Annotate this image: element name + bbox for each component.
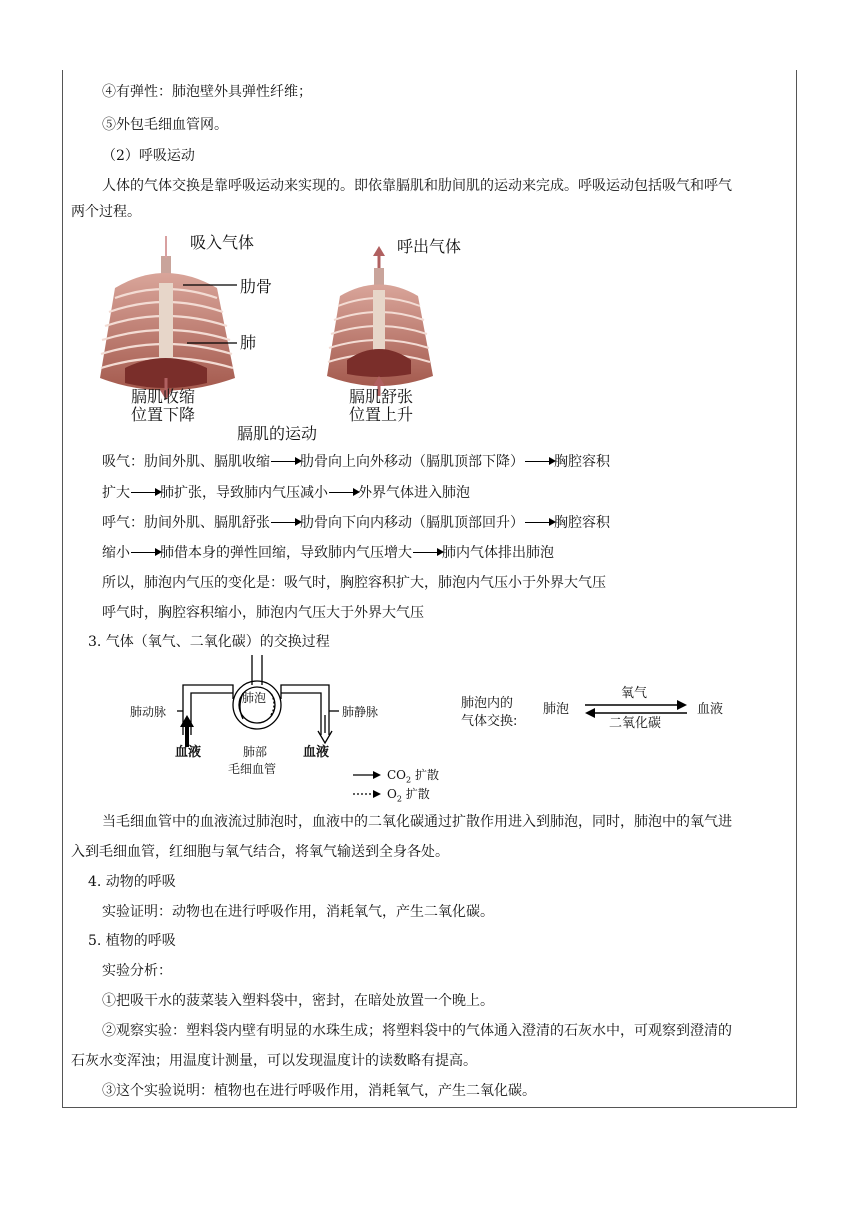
gas-exchange-diagram [125,655,745,804]
section3-heading: 3. 气体（氧气、二氧化碳）的交换过程 [88,634,330,650]
paragraph-breathing-line1: 人体的气体交换是靠呼吸运动来实现的。即依靠膈肌和肋间肌的运动来完成。呼吸运动包括吸气和呼气 [102,178,732,194]
exhale-step-d: 缩小 [102,545,130,561]
exchange-label-1: 肺泡内的 [461,696,514,711]
exchange-oxygen: 氧气 [621,686,648,701]
capillary-label-1: 肺部 [243,745,268,759]
alveolus-label: 肺泡 [242,691,267,705]
exhale-process-line2 [102,544,554,562]
section4-text: 实验证明：动物也在进行呼吸作用，消耗氧气，产生二氧化碳。 [102,904,494,920]
arrow-icon [271,461,299,462]
inhale-step-c: 胸腔容积 [554,454,610,470]
capillary-label-2: 毛细血管 [228,762,277,776]
exhale-caption-1: 膈肌舒张 [349,387,414,406]
pulmonary-vein-label: 肺静脉 [342,705,379,719]
blood-left-label: 血液 [175,745,202,760]
arrow-icon [131,552,159,553]
summary-line2: 呼气时，胸腔容积缩小，肺泡内气压大于外界大气压 [102,605,424,621]
arrow-icon [131,492,159,493]
paragraph-breathing-line2: 两个过程。 [71,204,141,220]
exchange-label-2: 气体交换: [461,714,518,729]
arrow-icon [271,522,299,523]
exhale-step-c: 胸腔容积 [554,515,610,531]
section5-step2-line1: ②观察实验：塑料袋内壁有明显的水珠生成；将塑料袋中的气体通入澄清的石灰水中，可观察到澄清的 [102,1023,732,1039]
exhale-step-a: 呼气：肋间外肌、膈肌舒张 [102,515,270,531]
exhale-step-b: 肋骨向下向内移动（膈肌顶部回升） [300,515,524,531]
exhale-step-f: 肺内气体排出肺泡 [442,545,554,561]
section4-heading: 4. 动物的呼吸 [88,874,176,890]
exchange-co2: 二氧化碳 [609,716,662,731]
o2-suffix: 扩散 [401,787,430,801]
rib-label: 肋骨 [240,277,273,296]
text-line-capillary: ⑤外包毛细血管网。 [102,117,228,133]
co2-sub: 2 [406,775,412,785]
inhale-process-line2 [102,484,470,502]
arrow-icon [525,461,553,462]
arrow-icon [329,492,357,493]
inhale-caption-1: 膈肌收缩 [131,387,196,406]
o2-legend [387,785,430,808]
o2-text: O [387,787,397,801]
inhale-step-e: 肺扩张，导致肺内气压减小 [160,485,328,501]
page-frame-bottom [62,1107,797,1108]
subheading-breathing-movement: （2）呼吸运动 [102,148,195,164]
o2-sub: 2 [396,794,402,804]
page-frame-right [796,70,797,1108]
section5-step3: ③这个实验说明：植物也在进行呼吸作用，消耗氧气，产生二氧化碳。 [102,1083,536,1099]
text-line-elastic: ④有弹性：肺泡壁外具弹性纤维； [102,84,312,100]
exhale-step-e: 肺借本身的弹性回缩，导致肺内气压增大 [160,545,412,561]
section5-step2-line2: 石灰水变浑浊；用温度计测量，可以发现温度计的读数略有提高。 [71,1053,477,1069]
exhale-caption-2: 位置上升 [349,405,414,424]
inhale-ribcage-icon [100,236,235,400]
co2-text: CO [387,768,407,782]
diaphragm-caption: 膈肌的运动 [237,424,318,443]
summary-line1: 所以，肺泡内气压的变化是：吸气时，胸腔容积扩大，肺泡内气压小于外界大气压 [102,575,606,591]
exchange-blood: 血液 [697,702,724,717]
exchange-paragraph-line2: 入到毛细血管，红细胞与氧气结合，将氧气输送到全身各处。 [71,844,449,860]
page-frame-left [62,70,63,1108]
section5-step1: ①把吸干水的菠菜装入塑料袋中，密封，在暗处放置一个晚上。 [102,993,494,1009]
co2-suffix: 扩散 [411,768,439,782]
blood-right-label: 血液 [303,745,330,760]
inhale-caption-2: 位置下降 [131,405,196,424]
inhale-step-d: 扩大 [102,485,130,501]
diaphragm-diagram [95,228,505,448]
inhale-step-b: 肋骨向上向外移动（膈肌顶部下降） [300,454,524,470]
arrow-icon [413,552,441,553]
exchange-alveolus: 肺泡 [543,702,570,717]
inhale-process-line1 [102,453,610,471]
pulmonary-artery-label: 肺动脉 [130,705,167,719]
exhale-ribcage-icon [327,246,433,396]
exhale-title: 呼出气体 [397,237,462,256]
arrow-icon [525,522,553,523]
inhale-title: 吸入气体 [190,233,255,252]
section5-analysis: 实验分析： [102,963,172,979]
inhale-step-a: 吸气：肋间外肌、膈肌收缩 [102,454,270,470]
exchange-paragraph-line1: 当毛细血管中的血液流过肺泡时，血液中的二氧化碳通过扩散作用进入到肺泡，同时，肺泡中的氧气进 [102,814,732,830]
inhale-step-f: 外界气体进入肺泡 [358,485,470,501]
exhale-process-line1 [102,514,610,532]
section5-heading: 5. 植物的呼吸 [88,933,176,949]
lung-label: 肺 [240,333,257,352]
